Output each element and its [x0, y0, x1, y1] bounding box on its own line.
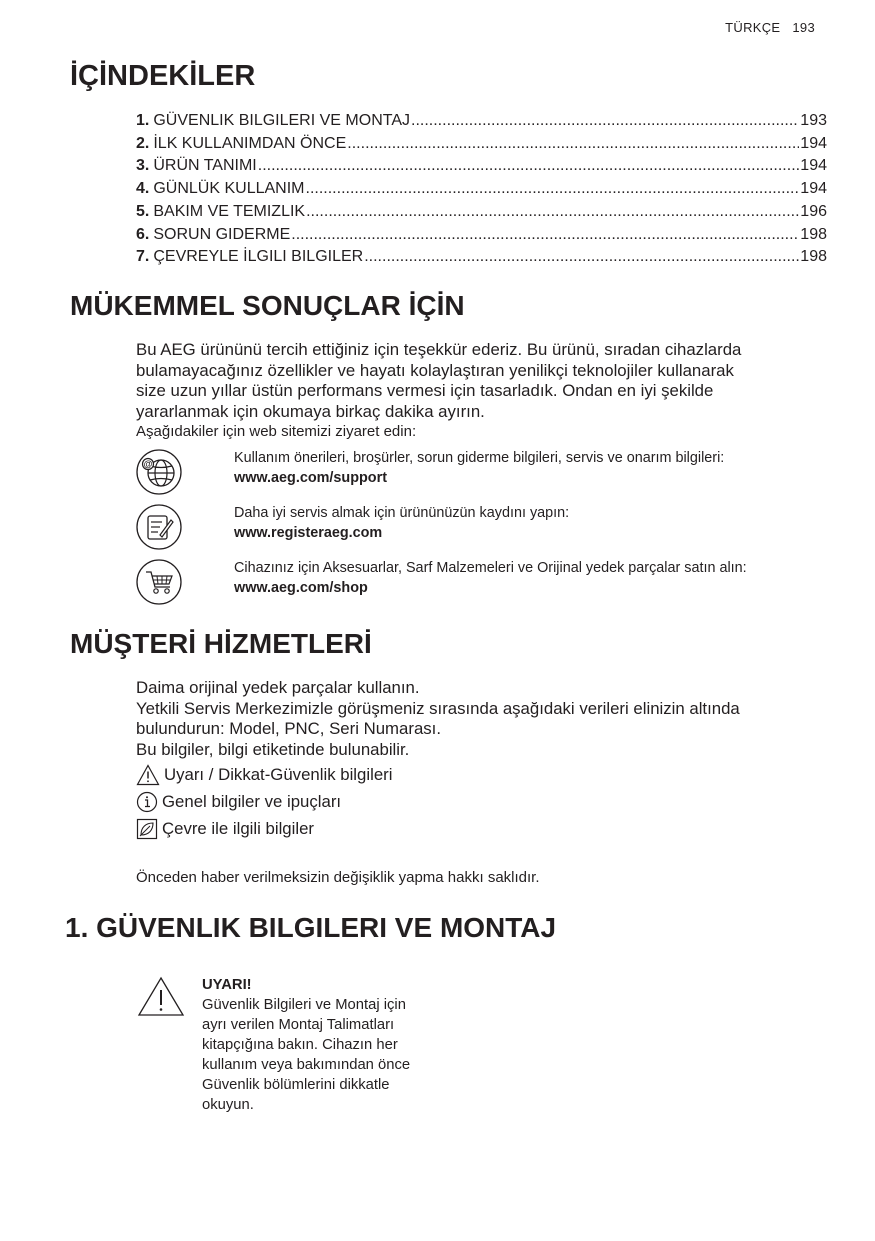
- toc-item-label: ÜRÜN TANIMI: [153, 157, 257, 175]
- toc-leader: [411, 110, 799, 133]
- toc-item-1[interactable]: [136, 110, 827, 133]
- intro-line: yararlanmak için okumaya birkaç dakika ayırın.: [136, 401, 485, 421]
- support-link-text: [234, 449, 724, 488]
- toc-leader: [347, 133, 799, 156]
- customer-service-paragraph: [136, 678, 826, 760]
- legend-info: [136, 791, 341, 813]
- table-of-contents: [136, 110, 827, 269]
- toc-item-page: 194: [800, 134, 827, 152]
- toc-item-num: 2.: [136, 134, 150, 152]
- toc-leader: [258, 155, 800, 178]
- register-description: Daha iyi servis almak için ürününüzün kaydını yapın:: [234, 505, 570, 521]
- toc-item-4[interactable]: [136, 178, 827, 201]
- warning-icon: [136, 764, 160, 786]
- page-number: 193: [792, 20, 815, 35]
- toc-item-num: 4.: [136, 180, 150, 198]
- toc-item-page: 196: [800, 202, 827, 220]
- toc-leader: [291, 224, 799, 247]
- toc-item-page: 198: [800, 248, 827, 266]
- register-link-text: [234, 504, 569, 543]
- toc-item-7[interactable]: [136, 246, 827, 269]
- shop-link-text: [234, 559, 804, 598]
- section-title-mukemmel: MÜKEMMEL SONUÇLAR İÇİN: [70, 290, 465, 321]
- intro-line: bulamayacağınız özellikler ve hayatı kolaylaştıran yenilikçi teknolojiler kullanarak: [136, 360, 734, 380]
- svg-text:@: @: [143, 459, 153, 470]
- warning-text-block: [202, 975, 432, 1115]
- intro-paragraph: [136, 340, 826, 443]
- toc-item-num: 3.: [136, 157, 150, 175]
- section-title-guvenlik: 1. GÜVENLIK BILGILERI VE MONTAJ: [65, 912, 557, 943]
- leaf-icon: [136, 818, 158, 840]
- globe-icon: [136, 449, 182, 495]
- register-url-link[interactable]: www.registeraeg.com: [234, 524, 383, 541]
- toc-item-label: ÇEVREYLE İLGILI BILGILER: [153, 248, 364, 266]
- toc-item-5[interactable]: [136, 201, 827, 224]
- shop-description: Cihazınız için Aksesuarlar, Sarf Malzemeleri ve Orijinal yedek parçalar satın alın:: [234, 560, 747, 576]
- visit-website-text: Aşağıdakiler için web sitemizi ziyaret edin:: [136, 423, 417, 440]
- warning-text: Güvenlik Bilgileri ve Montaj için ayrı verilen Montaj Talimatları kitapçığına bakın. Cihazın her kullanım veya bakımından önce Güvenlik bölümlerini dikkatle okuyun.: [202, 997, 411, 1113]
- info-icon: [136, 791, 158, 813]
- toc-title: İÇİNDEKİLER: [70, 60, 256, 92]
- toc-item-num: 6.: [136, 225, 150, 243]
- toc-item-6[interactable]: [136, 224, 827, 247]
- warning-title: UYARI!: [202, 977, 252, 993]
- toc-item-page: 193: [800, 112, 827, 129]
- warning-icon: [136, 975, 186, 1017]
- language-label: TÜRKÇE: [725, 20, 781, 35]
- section-title-musteri: MÜŞTERİ HİZMETLERİ: [70, 628, 372, 659]
- toc-item-2[interactable]: [136, 133, 827, 156]
- toc-leader: [306, 178, 800, 201]
- customer-line: Bu bilgiler, bilgi etiketinde bulunabilir.: [136, 739, 410, 759]
- customer-line: bulundurun: Model, PNC, Seri Numarası.: [136, 719, 441, 738]
- intro-line: Bu AEG ürününü tercih ettiğiniz için teşekkür ederiz. Bu ürünü, sıradan cihazlarda: [136, 340, 742, 359]
- toc-item-num: 1.: [136, 112, 150, 129]
- toc-item-label: GÜNLÜK KULLANIM: [153, 180, 305, 198]
- legend-info-label: Genel bilgiler ve ipuçları: [162, 792, 342, 811]
- toc-item-label: BAKIM VE TEMIZLIK: [153, 202, 306, 220]
- customer-line: Daima orijinal yedek parçalar kullanın.: [136, 678, 420, 697]
- register-icon: [136, 504, 182, 550]
- support-url-link[interactable]: www.aeg.com/support: [234, 469, 387, 486]
- toc-leader: [306, 201, 799, 224]
- toc-item-page: 194: [800, 180, 827, 198]
- register-link-row: [136, 504, 826, 550]
- legend-environment: [136, 818, 314, 840]
- shop-url-link[interactable]: www.aeg.com/shop: [234, 579, 368, 596]
- warning-box: [136, 975, 432, 1115]
- shopping-cart-icon: [136, 559, 182, 605]
- shop-link-row: [136, 559, 826, 605]
- toc-item-num: 5.: [136, 202, 150, 220]
- toc-item-3[interactable]: [136, 155, 827, 178]
- toc-item-label: SORUN GIDERME: [153, 225, 291, 243]
- support-link-row: [136, 449, 826, 495]
- support-description: Kullanım önerileri, broşürler, sorun giderme bilgileri, servis ve onarım bilgileri:: [234, 450, 725, 466]
- page-header: [725, 20, 815, 35]
- change-notice: Önceden haber verilmeksizin değişiklik yapma hakkı saklıdır.: [136, 869, 540, 886]
- toc-item-label: İLK KULLANIMDAN ÖNCE: [153, 134, 347, 152]
- toc-item-page: 194: [800, 157, 827, 175]
- legend-environment-label: Çevre ile ilgili bilgiler: [162, 819, 315, 838]
- legend-warning-label: Uyarı / Dikkat-Güvenlik bilgileri: [164, 765, 393, 784]
- toc-leader: [364, 246, 799, 269]
- intro-line: size uzun yıllar üstün performans vermesi için tasarladık. Ondan en iyi şekilde: [136, 381, 714, 400]
- toc-item-num: 7.: [136, 248, 150, 266]
- toc-item-label: GÜVENLIK BILGILERI VE MONTAJ: [153, 112, 410, 129]
- customer-line: Yetkili Servis Merkezimizle görüşmeniz sırasında aşağıdaki verileri elinizin altında: [136, 698, 740, 718]
- legend-warning: [136, 764, 392, 786]
- toc-item-page: 198: [800, 225, 827, 243]
